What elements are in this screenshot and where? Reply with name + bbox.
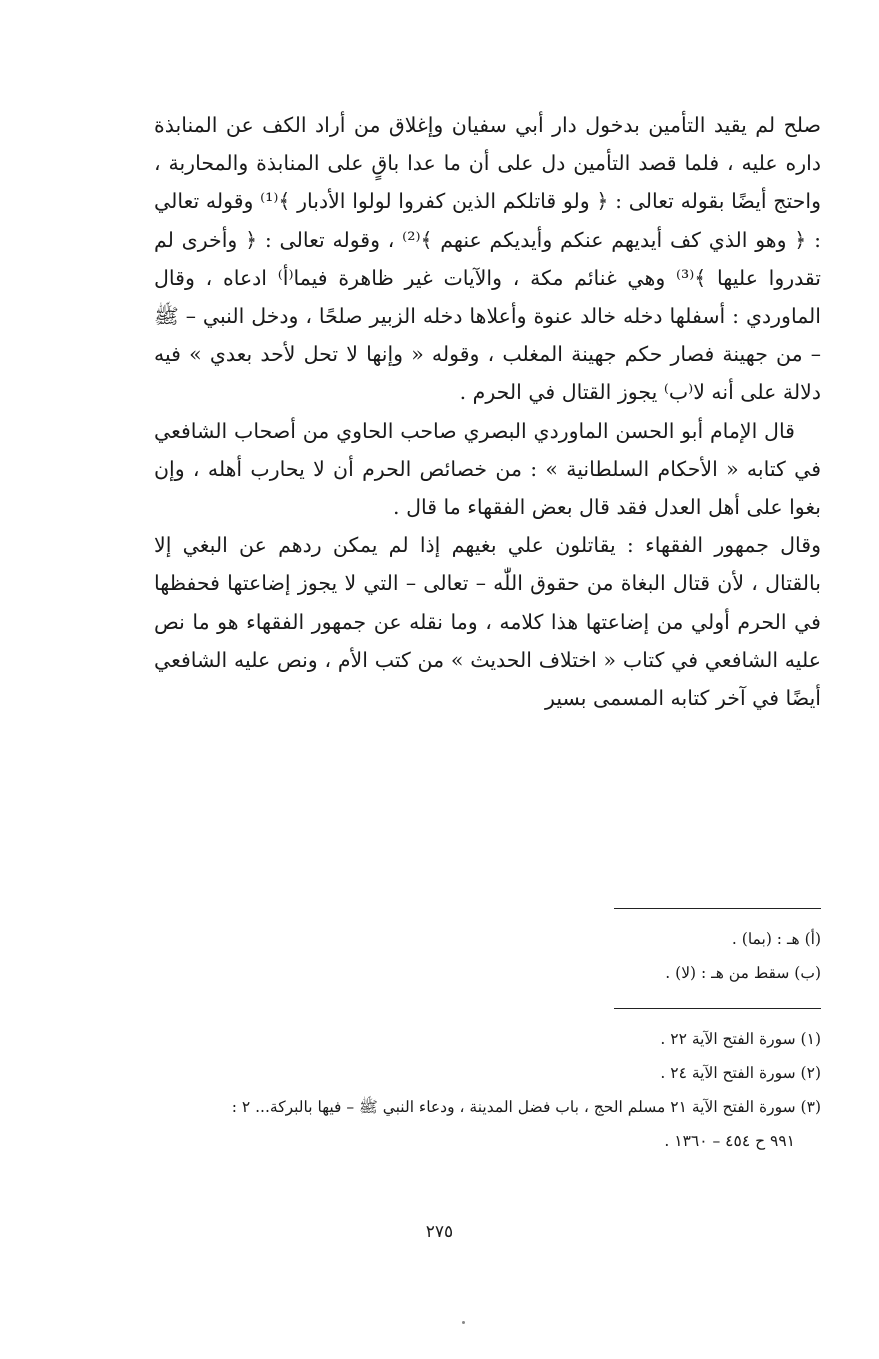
variant-note: (ب) سقط من هـ : (لا) . xyxy=(665,964,821,982)
variant-notes xyxy=(154,922,821,990)
scan-speck xyxy=(462,1321,465,1324)
footnote-2: (٢) سورة الفتح الآية ٢٤ . xyxy=(660,1064,821,1082)
page-number: ٢٧٥ xyxy=(425,1222,454,1242)
paragraph-3: وقال جمهور الفقهاء : يقاتلون علي بغيهم إذا لم يمكن ردهم عن البغي إلا بالقتال ، لأن قتال البغاة من حقوق اللّٰه – تعالى – التي لا يجوز إضاعتها فحفظها في الحرم أولي من إضاعتها هذا كلامه ، وما نقله عن جمهور الفقهاء هو ما نص عليه الشافعي في كتاب « اختلاف الحديث » من كتب الأم ، ونص عليه الشافعي أيضًا في آخر كتابه المسمى بسير xyxy=(154,533,821,711)
variant-note: (أ) هـ : (بما) . xyxy=(731,930,821,948)
variant-notes-rule xyxy=(614,908,821,909)
footnote-3-continuation: ٩٩١ ح ٤٥٤ – ١٣٦٠ . xyxy=(664,1132,795,1150)
footnote-1: (١) سورة الفتح الآية ٢٢ . xyxy=(660,1030,821,1048)
footnotes-rule xyxy=(614,1008,821,1009)
paragraph-2: قال الإمام أبو الحسن الماوردي البصري صاحب الحاوي من أصحاب الشافعي في كتابه « الأحكام السلطانية » : من خصائص الحرم أن لا يحارب أهله ، وإن بغوا على أهل العدل فقد قال بعض الفقهاء ما قال . xyxy=(154,418,821,520)
main-text xyxy=(154,106,821,717)
footnotes xyxy=(154,1022,821,1158)
footnote-3: (٣) سورة الفتح الآية ٢١ مسلم الحج ، باب فضل المدينة ، ودعاء النبي ﷺ – فيها بالبركة... ٢ : xyxy=(231,1098,821,1116)
paragraph-1: صلح لم يقيد التأمين بدخول دار أبي سفيان وإغلاق من أراد الكف عن المنابذة داره عليه ، فلما قصد التأمين دل على أن ما عدا باقٍ على المنابذة والمحاربة ، واحتج أيضًا بقوله تعالى : ﴿ ولو قاتلكم الذين كفروا لولوا الأدبار ﴾⁽¹⁾ وقوله تعالي : ﴿ وهو الذي كف أيديهم عنكم وأيديكم عنهم ﴾⁽²⁾ ، وقوله تعالى : ﴿ وأخرى لم تقدروا عليها ﴾⁽³⁾ وهي غنائم مكة ، والآيات غير ظاهرة فيما⁽أ⁾ ادعاه ، وقال الماوردي : أسفلها دخله خالد عنوة وأعلاها دخله الزبير صلحًا ، ودخل النبي – ﷺ – من جهينة فصار حكم جهينة المغلب ، وقوله « وإنها لا تحل لأحد بعدي » فيه دلالة على أنه لا⁽ب⁾ يجوز القتال في الحرم . xyxy=(154,113,822,405)
